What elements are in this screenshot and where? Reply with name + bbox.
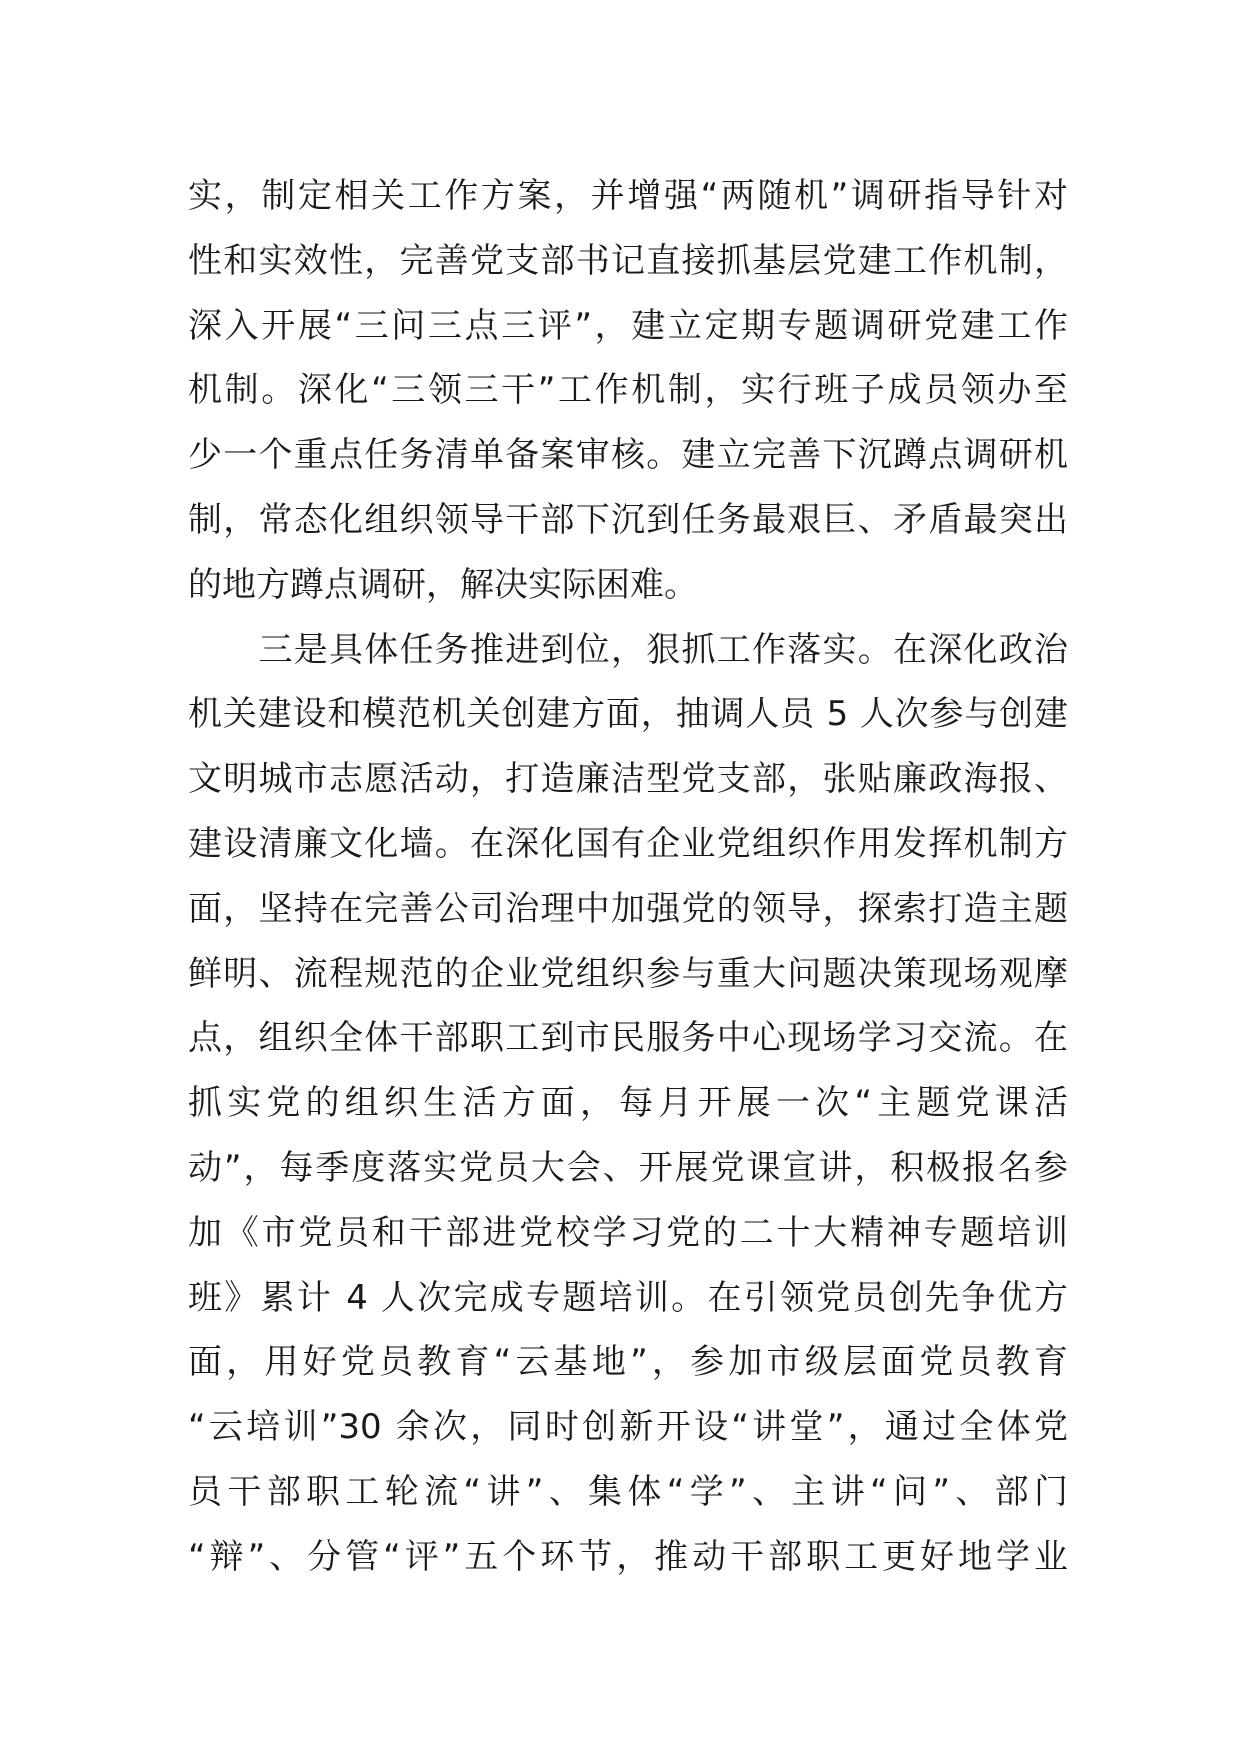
text-line: 面，坚持在完善公司治理中加强党的领导，探索打造主题 — [188, 888, 1068, 929]
text-line: 鲜明、流程规范的企业党组织参与重大问题决策现场观摩 — [188, 953, 1068, 994]
text-line: 动”，每季度落实党员大会、开展党课宣讲，积极报名参 — [188, 1147, 1068, 1188]
text-line: 少一个重点任务清单备案审核。建立完善下沉蹲点调研机 — [188, 435, 1068, 476]
text-line: 班》累计 4 人次完成专题培训。在引领党员创先争优方 — [188, 1277, 1068, 1318]
text-line: 三是具体任务推进到位，狠抓工作落实。在深化政治 — [188, 629, 1068, 670]
body-text — [188, 164, 1068, 1590]
text-line: 面，用好党员教育“云基地”，参加市级层面党员教育 — [188, 1342, 1068, 1383]
text-line: “辩”、分管“评”五个环节，推动干部职工更好地学业 — [188, 1536, 1068, 1577]
text-line: 文明城市志愿活动，打造廉洁型党支部，张贴廉政海报、 — [188, 759, 1068, 800]
text-line: 的地方蹲点调研，解决实际困难。 — [188, 564, 698, 605]
text-line: 建设清廉文化墙。在深化国有企业党组织作用发挥机制方 — [188, 823, 1068, 864]
text-line: 深入开展“三问三点三评”，建立定期专题调研党建工作 — [188, 305, 1068, 346]
text-line: 机制。深化“三领三干”工作机制，实行班子成员领办至 — [188, 370, 1068, 411]
text-line: 机关建设和模范机关创建方面，抽调人员 5 人次参与创建 — [188, 694, 1068, 735]
text-line: “云培训”30 余次，同时创新开设“讲堂”，通过全体党 — [188, 1407, 1068, 1448]
text-line: 加《市党员和干部进党校学习党的二十大精神专题培训 — [188, 1212, 1068, 1253]
text-line: 性和实效性，完善党支部书记直接抓基层党建工作机制， — [188, 240, 1068, 281]
text-line: 点，组织全体干部职工到市民服务中心现场学习交流。在 — [188, 1018, 1068, 1059]
text-line: 实，制定相关工作方案，并增强“两随机”调研指导针对 — [188, 176, 1068, 216]
text-line: 抓实党的组织生活方面，每月开展一次“主题党课活 — [188, 1083, 1068, 1124]
text-line: 制，常态化组织领导干部下沉到任务最艰巨、矛盾最突出 — [188, 499, 1068, 540]
text-line: 员干部职工轮流“讲”、集体“学”、主讲“问”、部门 — [188, 1471, 1068, 1512]
